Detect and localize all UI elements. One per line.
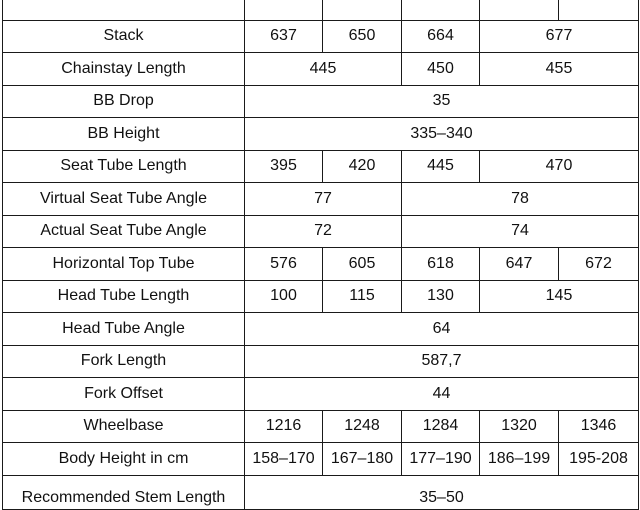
value-cell: 637 [245, 20, 323, 53]
row-label [3, 0, 245, 20]
row-label: Actual Seat Tube Angle [3, 215, 245, 248]
table-row [3, 118, 639, 151]
value-cell: 77 [245, 183, 402, 216]
table-row [3, 475, 639, 510]
value-cell: 195-208 [559, 443, 639, 476]
table-row [3, 378, 639, 411]
value-cell: 78 [402, 183, 639, 216]
value-cell: 1284 [402, 410, 480, 443]
row-label: BB Drop [3, 85, 245, 118]
value-cell: 664 [402, 20, 480, 53]
row-label: Head Tube Angle [3, 313, 245, 346]
value-cell: 130 [402, 280, 480, 313]
value-cell: 576 [245, 248, 323, 281]
value-cell: 445 [245, 53, 402, 86]
table-row [3, 150, 639, 183]
table-row [3, 280, 639, 313]
row-label: Horizontal Top Tube [3, 248, 245, 281]
table-row [3, 313, 639, 346]
row-label: Chainstay Length [3, 53, 245, 86]
row-label: Stack [3, 20, 245, 53]
value-cell: 587,7 [245, 345, 639, 378]
table-row [3, 248, 639, 281]
value-cell [480, 0, 559, 20]
table-row [3, 345, 639, 378]
value-cell: 420 [323, 150, 402, 183]
table-row [3, 443, 639, 476]
row-label: Fork Length [3, 345, 245, 378]
table-row [3, 0, 639, 20]
value-cell: 115 [323, 280, 402, 313]
value-cell: 395 [245, 150, 323, 183]
value-cell: 1346 [559, 410, 639, 443]
value-cell: 1320 [480, 410, 559, 443]
value-cell: 64 [245, 313, 639, 346]
value-cell: 145 [480, 280, 639, 313]
value-cell: 335–340 [245, 118, 639, 151]
value-cell: 605 [323, 248, 402, 281]
table-row [3, 85, 639, 118]
value-cell: 455 [480, 53, 639, 86]
value-cell: 158–170 [245, 443, 323, 476]
value-cell: 72 [245, 215, 402, 248]
value-cell: 672 [559, 248, 639, 281]
value-cell: 445 [402, 150, 480, 183]
value-cell: 1248 [323, 410, 402, 443]
value-cell [559, 0, 639, 20]
table-row [3, 410, 639, 443]
table-row [3, 20, 639, 53]
table-row [3, 215, 639, 248]
value-cell: 647 [480, 248, 559, 281]
value-cell: 167–180 [323, 443, 402, 476]
row-label: Wheelbase [3, 410, 245, 443]
value-cell: 450 [402, 53, 480, 86]
row-label: Seat Tube Length [3, 150, 245, 183]
value-cell: 100 [245, 280, 323, 313]
value-cell: 1216 [245, 410, 323, 443]
row-label: Head Tube Length [3, 280, 245, 313]
value-cell: 35–50 [245, 475, 639, 510]
row-label: Body Height in cm [3, 443, 245, 476]
value-cell: 74 [402, 215, 639, 248]
value-cell: 186–199 [480, 443, 559, 476]
value-cell [323, 0, 402, 20]
value-cell: 35 [245, 85, 639, 118]
geometry-table-container [2, 0, 638, 510]
value-cell [402, 0, 480, 20]
geometry-table [2, 0, 639, 510]
value-cell: 677 [480, 20, 639, 53]
value-cell [245, 0, 323, 20]
value-cell: 650 [323, 20, 402, 53]
row-label: Virtual Seat Tube Angle [3, 183, 245, 216]
value-cell: 44 [245, 378, 639, 411]
value-cell: 177–190 [402, 443, 480, 476]
row-label: Recommended Stem Length [3, 475, 245, 510]
value-cell: 470 [480, 150, 639, 183]
value-cell: 618 [402, 248, 480, 281]
table-row [3, 183, 639, 216]
table-row [3, 53, 639, 86]
row-label: BB Height [3, 118, 245, 151]
row-label: Fork Offset [3, 378, 245, 411]
